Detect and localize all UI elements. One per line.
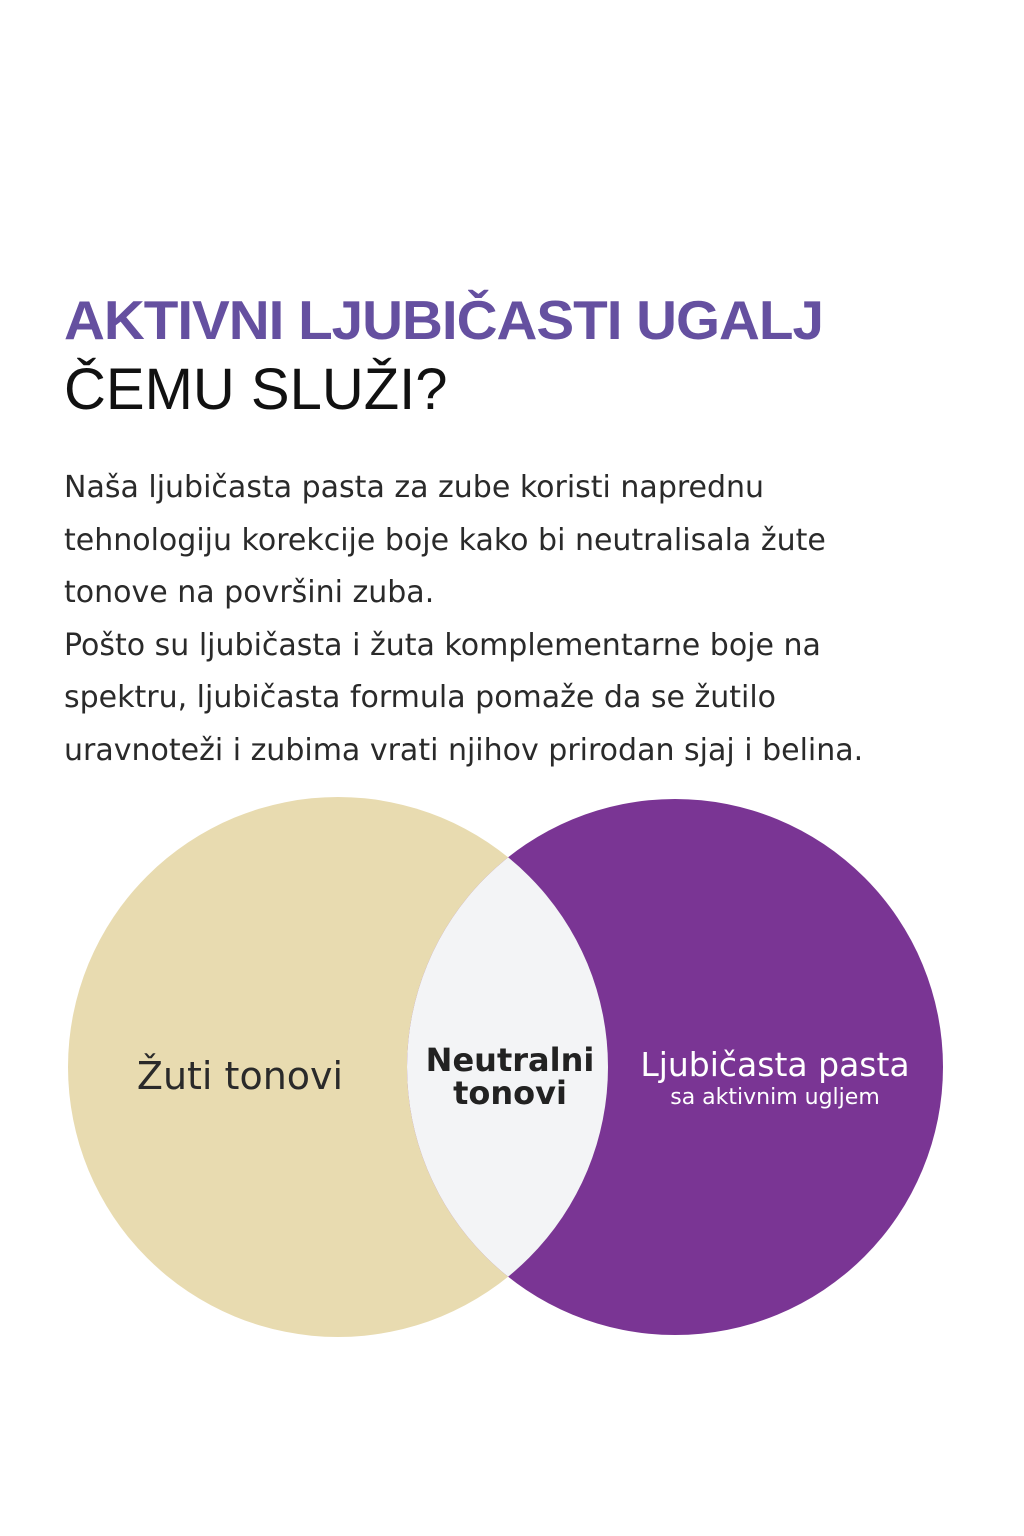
description-line: tonove na površini zuba.: [64, 575, 435, 610]
yellow-tones-label: Žuti tonovi: [136, 1054, 344, 1098]
description-line: uravnoteži i zubima vrati njihov prirodan sjaj i belina.: [64, 732, 864, 768]
description-line: Naša ljubičasta pasta za zube koristi naprednu: [64, 470, 765, 505]
description-line: spektru, ljubičasta formula pomaže da se žutilo: [64, 680, 777, 715]
description-line: tehnologiju korekcije boje kako bi neutralisala žute: [64, 522, 826, 558]
neutral-tones-label: [410, 1041, 610, 1112]
page-title: AKTIVNI LJUBIČASTI UGALJ: [64, 289, 823, 351]
description-line: Pošto su ljubičasta i žuta komplementarne boje na: [64, 627, 821, 663]
page-subtitle: ČEMU SLUŽI?: [64, 357, 448, 422]
purple-paste-label: Ljubičasta pasta: [640, 1045, 910, 1084]
neutral-label-line: tonovi: [453, 1074, 567, 1112]
neutral-label-line: Neutralni: [425, 1041, 595, 1079]
purple-paste-sublabel: sa aktivnim ugljem: [670, 1085, 880, 1110]
